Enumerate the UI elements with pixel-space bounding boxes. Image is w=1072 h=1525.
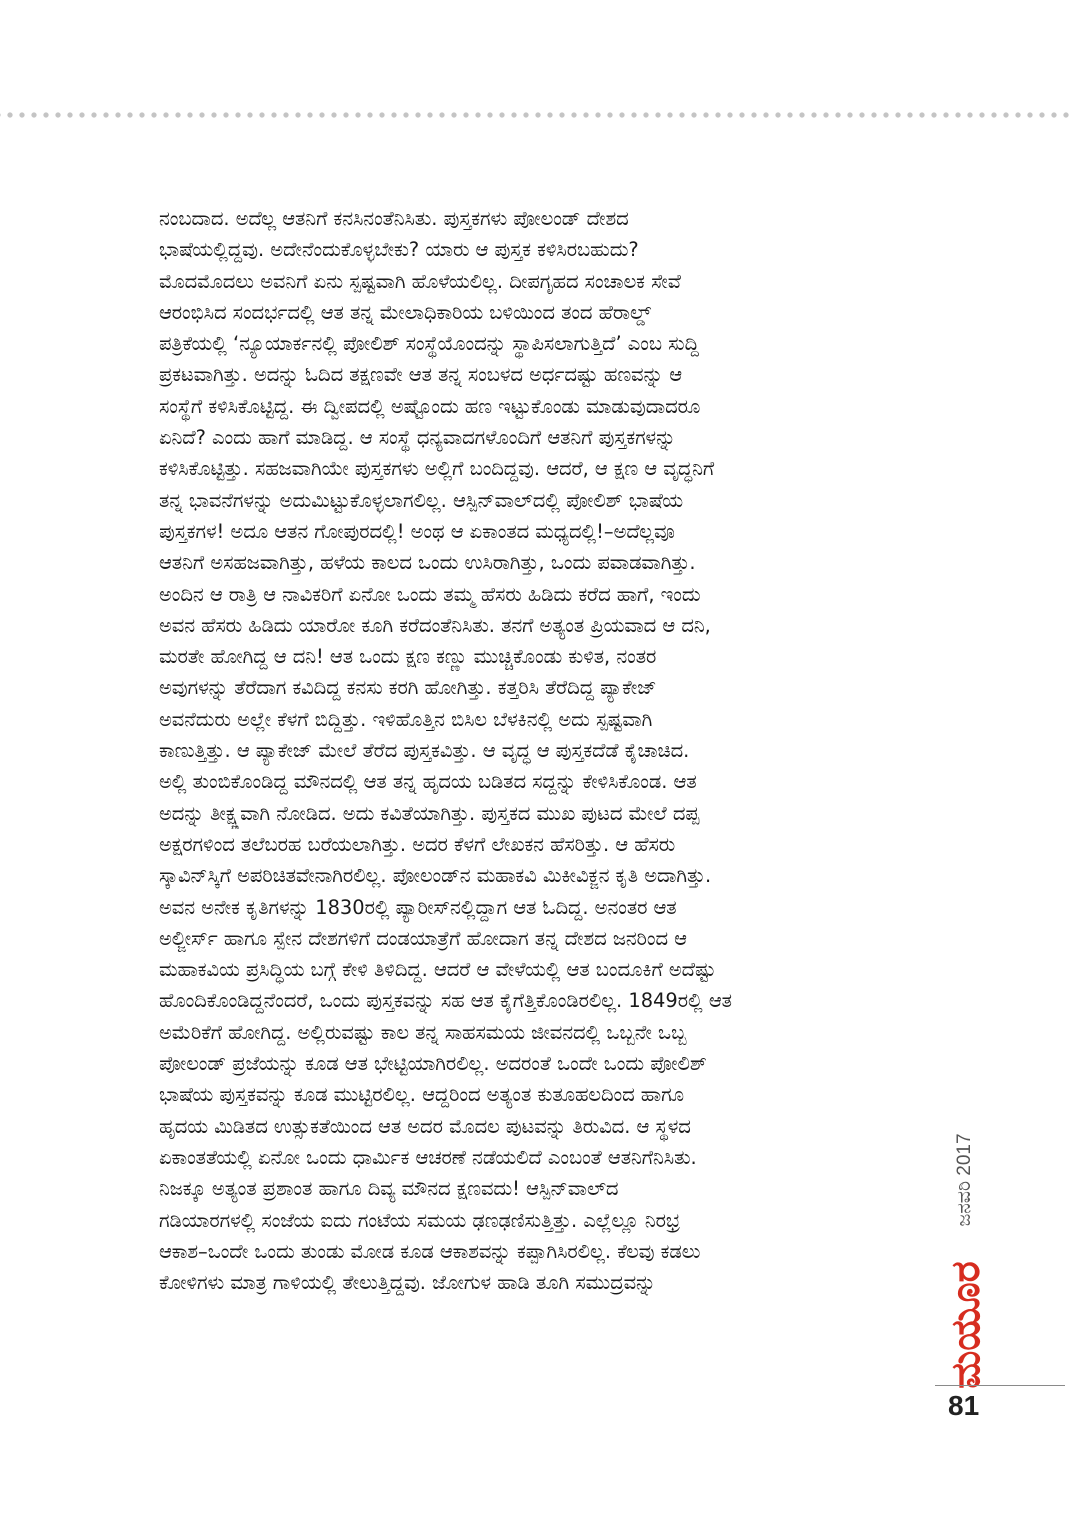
issue-date (935, 1110, 995, 1250)
text-line: ಭಾಷೆಯ ಪುಸ್ತಕವನ್ನು ಕೂಡ ಮುಟ್ಟಿರಲಿಲ್ಲ. ಆದ್ದರಿಂದ ಅತ್ಯಂತ ಕುತೂಹಲದಿಂದ ಹಾಗೂ (159, 1083, 684, 1107)
page-number: 81 (948, 1390, 980, 1421)
text-line: ಆತನಿಗೆ ಅಸಹಜವಾಗಿತ್ತು, ಹಳೆಯ ಕಾಲದ ಒಂದು ಉಸಿರಾಗಿತ್ತು, ಒಂದು ಪವಾಡವಾಗಿತ್ತು. (159, 551, 696, 575)
text-line: ಆರಂಭಿಸಿದ ಸಂದರ್ಭದಲ್ಲಿ ಆತ ತನ್ನ ಮೇಲಾಧಿಕಾರಿಯ ಬಳಿಯಿಂದ ತಂದ ಹೆರಾಲ್ಡ್ (159, 300, 651, 324)
issue-date-text: ಜನವರಿ 2017 (954, 1133, 975, 1227)
page-number-rule (935, 1385, 1065, 1386)
text-line: ಗಡಿಯಾರಗಳಲ್ಲಿ ಸಂಜೆಯ ಐದು ಗಂಟೆಯ ಸಮಯ ಢಣಢಣಿಸುತ್ತಿತ್ತು. ಎಲ್ಲೆಲ್ಲೂ ನಿರಭ್ರ (159, 1208, 680, 1232)
text-line: ಕೋಳಿಗಳು ಮಾತ್ರ ಗಾಳಿಯಲ್ಲಿ ತೇಲುತ್ತಿದ್ದವು. ಜೋಗುಳ ಹಾಡಿ ತೂಗಿ ಸಮುದ್ರವನ್ನು (159, 1271, 656, 1295)
article-body (159, 203, 949, 1298)
text-line: ಮರತೇ ಹೋಗಿದ್ದ ಆ ದನಿ! ಆತ ಒಂದು ಕ್ಷಣ ಕಣ್ಣು ಮುಚ್ಚಿಕೊಂಡು ಕುಳಿತ, ನಂತರ (159, 645, 657, 669)
text-line: ಆಕಾಶ–ಒಂದೇ ಒಂದು ತುಂಡು ಮೋಡ ಕೂಡ ಆಕಾಶವನ್ನು ಕಪ್ಪಾಗಿಸಿರಲಿಲ್ಲ. ಕೆಲವು ಕಡಲು (159, 1239, 701, 1263)
text-line: ಮೊದಮೊದಲು ಅವನಿಗೆ ಏನು ಸ್ಪಷ್ಟವಾಗಿ ಹೊಳೆಯಲಿಲ್ಲ. ದೀಪಗೃಹದ ಸಂಚಾಲಕ ಸೇವೆ (159, 269, 681, 293)
text-line: ಪತ್ರಿಕೆಯಲ್ಲಿ ‘ನ್ಯೂಯಾರ್ಕನಲ್ಲಿ ಪೋಲಿಶ್ ಸಂಸ್ಥೆಯೊಂದನ್ನು ಸ್ಥಾಪಿಸಲಾಗುತ್ತಿದೆ’ ಎಂಬ ಸುದ್ದಿ (159, 332, 699, 356)
magazine-side-strip (935, 1110, 997, 1400)
text-line: ಅಮೆರಿಕೆಗೆ ಹೋಗಿದ್ದ. ಅಲ್ಲಿರುವಷ್ಟು ಕಾಲ ತನ್ನ ಸಾಹಸಮಯ ಜೀವನದಲ್ಲಿ ಒಬ್ಬನೇ ಒಬ್ಬ (159, 1020, 687, 1044)
text-line: ಅವನೆದುರು ಅಲ್ಲೇ ಕೆಳಗೆ ಬಿದ್ದಿತ್ತು. ಇಳಿಹೊತ್ತಿನ ಬಿಸಿಲ ಬೆಳಕಿನಲ್ಲಿ ಅದು ಸ್ಪಷ್ಟವಾಗಿ (159, 707, 653, 731)
text-line: ಮಹಾಕವಿಯ ಪ್ರಸಿದ್ಧಿಯ ಬಗ್ಗೆ ಕೇಳಿ ತಿಳಿದಿದ್ದ. ಆದರೆ ಆ ವೇಳೆಯಲ್ಲಿ ಆತ ಬಂದೂಕಿಗೆ ಅದೆಷ್ಟು (159, 958, 716, 982)
text-line: ಅವನ ಹೆಸರು ಹಿಡಿದು ಯಾರೋ ಕೂಗಿ ಕರೆದಂತೆನಿಸಿತು. ತನಗೆ ಅತ್ಯಂತ ಪ್ರಿಯವಾದ ಆ ದನಿ, (159, 613, 711, 637)
text-line: ಸ್ಕಾವಿನ್‌ಸ್ಕಿಗೆ ಅಪರಿಚಿತವೇನಾಗಿರಲಿಲ್ಲ. ಪೋಲಂಡ್‌ನ ಮಹಾಕವಿ ಮಿಕೀವಿಕ್ಜನ ಕೃತಿ ಅದಾಗಿತ್ತು. (159, 864, 712, 888)
text-line: ಏಕಾಂತತೆಯಲ್ಲಿ ಏನೋ ಒಂದು ಧಾರ್ಮಿಕ ಆಚರಣೆ ನಡೆಯಲಿದೆ ಎಂಬಂತೆ ಆತನಿಗೆನಿಸಿತು. (159, 1145, 697, 1169)
text-line: ಪೋಲಂಡ್ ಪ್ರಜೆಯನ್ನು ಕೂಡ ಆತ ಭೇಟ್ಟಿಯಾಗಿರಲಿಲ್ಲ. ಅದರಂತೆ ಒಂದೇ ಒಂದು ಪೋಲಿಶ್ (159, 1052, 707, 1076)
magazine-logo (935, 1250, 997, 1400)
text-line: ಕಳಿಸಿಕೊಟ್ಟಿತ್ತು. ಸಹಜವಾಗಿಯೇ ಪುಸ್ತಕಗಳು ಅಲ್ಲಿಗೆ ಬಂದಿದ್ದವು. ಆದರೆ, ಆ ಕ್ಷಣ ಆ ವೃದ್ಧನಿಗೆ (159, 457, 715, 481)
magazine-logo-text: ಮಯೂರ (943, 1261, 989, 1389)
text-line: ಕಾಣುತ್ತಿತ್ತು. ಆ ಪ್ಯಾಕೇಜ್ ಮೇಲೆ ತೆರೆದ ಪುಸ್ತಕವಿತ್ತು. ಆ ವೃದ್ಧ ಆ ಪುಸ್ತಕದೆಡೆ ಕೈಚಾಚಿದ. (159, 739, 690, 763)
text-line: ಅವನ ಅನೇಕ ಕೃತಿಗಳನ್ನು 1830ರಲ್ಲಿ ಪ್ಯಾರೀಸ್‌ನಲ್ಲಿದ್ದಾಗ ಆತ ಓದಿದ್ದ. ಅನಂತರ ಆತ (159, 895, 677, 919)
text-line: ಪುಸ್ತಕಗಳ! ಅದೂ ಆತನ ಗೋಪುರದಲ್ಲಿ! ಅಂಥ ಆ ಏಕಾಂತದ ಮಧ್ಯದಲ್ಲಿ!–ಅದೆಲ್ಲವೂ (159, 519, 675, 543)
text-line: ತನ್ನ ಭಾವನೆಗಳನ್ನು ಅದುಮಿಟ್ಟುಕೊಳ್ಳಲಾಗಲಿಲ್ಲ. ಆಸ್ಪಿನ್‌ವಾಲ್‌ದಲ್ಲಿ ಪೋಲಿಶ್ ಭಾಷೆಯ (159, 488, 683, 512)
text-line: ಏನಿದೆ? ಎಂದು ಹಾಗೆ ಮಾಡಿದ್ದ. ಆ ಸಂಸ್ಥೆ ಧನ್ಯವಾದಗಳೊಂದಿಗೆ ಆತನಿಗೆ ಪುಸ್ತಕಗಳನ್ನು (159, 426, 676, 450)
text-line: ನಿಜಕ್ಕೂ ಅತ್ಯಂತ ಪ್ರಶಾಂತ ಹಾಗೂ ದಿವ್ಯ ಮೌನದ ಕ್ಷಣವದು! ಆಸ್ಪಿನ್‌ವಾಲ್‌ದ (159, 1177, 619, 1201)
text-line: ಅಕ್ಷರಗಳಿಂದ ತಲೆಬರಹ ಬರೆಯಲಾಗಿತ್ತು. ಅದರ ಕೆಳಗೆ ಲೇಖಕನ ಹೆಸರಿತ್ತು. ಆ ಹೆಸರು (159, 832, 676, 856)
text-line: ಅಲ್ಲಿ ತುಂಬಿಕೊಂಡಿದ್ದ ಮೌನದಲ್ಲಿ ಆತ ತನ್ನ ಹೃದಯ ಬಡಿತದ ಸದ್ದನ್ನು ಕೇಳಿಸಿಕೊಂಡ. ಆತ (159, 770, 697, 794)
text-line: ಅಲ್ಜೀರ್ಸ್ ಹಾಗೂ ಸ್ಪೇನ ದೇಶಗಳಿಗೆ ದಂಡಯಾತ್ರೆಗೆ ಹೋದಾಗ ತನ್ನ ದೇಶದ ಜನರಿಂದ ಆ (159, 926, 687, 950)
text-line: ಹೊಂದಿಕೊಂಡಿದ್ದನೆಂದರೆ, ಒಂದು ಪುಸ್ತಕವನ್ನು ಸಹ ಆತ ಕೈಗೆತ್ತಿಕೊಂಡಿರಲಿಲ್ಲ. 1849ರಲ್ಲಿ ಆತ (159, 989, 732, 1013)
text-line: ಭಾಷೆಯಲ್ಲಿದ್ದವು. ಅದೇನೆಂದುಕೊಳ್ಳಬೇಕು? ಯಾರು ಆ ಪುಸ್ತಕ ಕಳಿಸಿರಬಹುದು? (159, 238, 639, 262)
text-line: ಹೃದಯ ಮಿಡಿತದ ಉತ್ಸುಕತೆಯಿಂದ ಆತ ಅದರ ಮೊದಲ ಪುಟವನ್ನು ತಿರುವಿದ. ಆ ಸ್ಥಳದ (159, 1114, 691, 1138)
text-line: ಅವುಗಳನ್ನು ತೆರೆದಾಗ ಕವಿದಿದ್ದ ಕನಸು ಕರಗಿ ಹೋಗಿತ್ತು. ಕತ್ತರಿಸಿ ತೆರೆದಿದ್ದ ಪ್ಯಾಕೇಜ್ (159, 676, 657, 700)
text-line: ಅಂದಿನ ಆ ರಾತ್ರಿ ಆ ನಾವಿಕರಿಗೆ ಏನೋ ಒಂದು ತಮ್ಮ ಹೆಸರು ಹಿಡಿದು ಕರೆದ ಹಾಗೆ, ಇಂದು (159, 582, 701, 606)
dotted-top-rule (0, 111, 1072, 119)
text-line: ನಂಬದಾದ. ಅದೆಲ್ಲ ಆತನಿಗೆ ಕನಸಿನಂತೆನಿಸಿತು. ಪುಸ್ತಕಗಳು ಪೋಲಂಡ್ ದೇಶದ (159, 207, 629, 230)
text-line: ಪ್ರಕಟವಾಗಿತ್ತು. ಅದನ್ನು ಓದಿದ ತಕ್ಷಣವೇ ಆತ ತನ್ನ ಸಂಬಳದ ಅರ್ಧದಷ್ಟು ಹಣವನ್ನು ಆ (159, 363, 683, 387)
text-line: ಅದನ್ನು ತೀಕ್ಷ್ಣವಾಗಿ ನೋಡಿದ. ಅದು ಕವಿತೆಯಾಗಿತ್ತು. ಪುಸ್ತಕದ ಮುಖ ಪುಟದ ಮೇಲೆ ದಪ್ಪ (159, 801, 700, 825)
text-line: ಸಂಸ್ಥೆಗೆ ಕಳಿಸಿಕೊಟ್ಟಿದ್ದ. ಈ ದ್ವೀಪದಲ್ಲಿ ಅಷ್ಟೊಂದು ಹಣ ಇಟ್ಟುಕೊಂಡು ಮಾಡುವುದಾದರೂ (159, 394, 701, 418)
